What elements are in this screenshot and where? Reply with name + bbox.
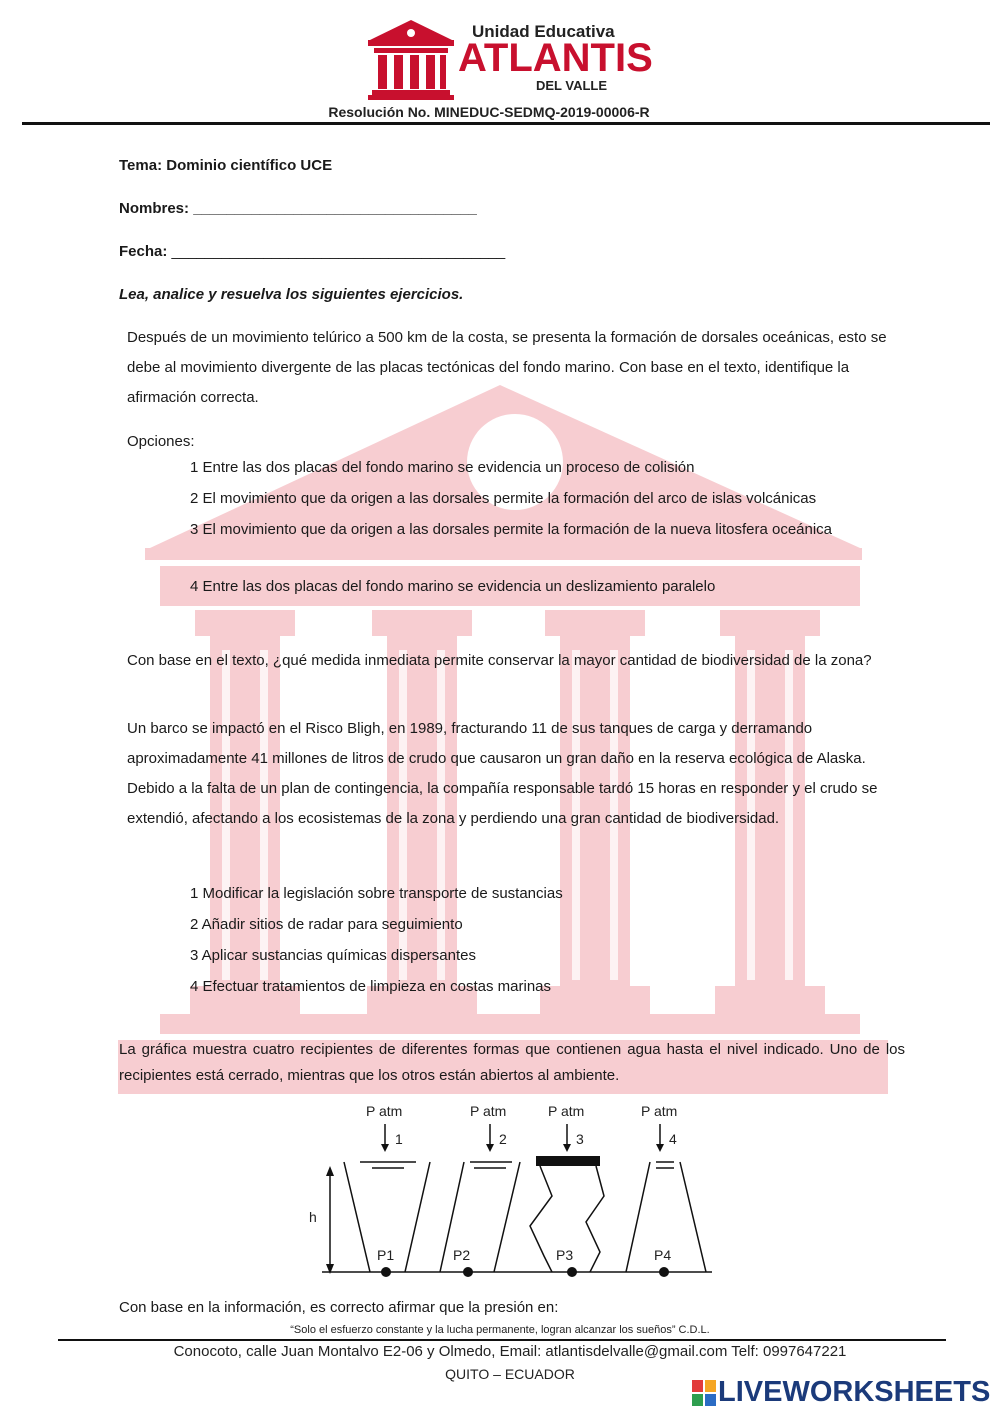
q3-closing: Con base en la información, es correcto afirmar que la presión en: — [119, 1299, 559, 1316]
q2-question: Con base en el texto, ¿qué medida inmediata permite conservar la mayor cantidad de biodiversidad de la zona? — [127, 652, 872, 669]
q1-option-3[interactable]: 3 El movimiento que da origen a las dorsales permite la formación de la nueva litosfera oceánica — [190, 521, 833, 538]
q2-text: Un barco se impactó en el Risco Bligh, en 1989, fracturando 11 de sus tanques de carga y derramando aproximadamente 41 millones de litros de crudo que causaron un gran daño en la reserva ecológica de Alaska. Debido a la falta de un plan de contingencia, la compañía responsable tardó 15 horas en responder y el crudo se extendió, afectando a los ecosistemas de la zona y perdiendo una gran cantidad de biodiversidad. — [127, 720, 878, 827]
school-logo-icon — [368, 18, 454, 100]
point-label-p1: P1 — [377, 1247, 395, 1263]
q1-option-2[interactable]: 2 El movimiento que da origen a las dorsales permite la formación del arco de islas volcánicas — [190, 490, 817, 507]
patm-label-3: P atm — [548, 1103, 585, 1119]
instructions: Lea, analice y resuelva los siguientes ejercicios. — [119, 286, 464, 303]
names-label: Nombres: — [119, 200, 194, 217]
point-label-p3: P3 — [556, 1247, 574, 1263]
patm-label-4: P atm — [641, 1103, 678, 1119]
container-number-1: 1 — [395, 1131, 403, 1147]
names-blank[interactable]: __________________________________ — [193, 200, 477, 217]
footer-address: Conocoto, calle Juan Montalvo E2-06 y Olmedo, Email: atlantisdelvalle@gmail.com Telf: 0997647221 — [173, 1343, 847, 1360]
logo-text-unidad: Unidad Educativa — [472, 22, 615, 41]
q3-text: La gráfica muestra cuatro recipientes de diferentes formas que contienen agua hasta el nivel indicado. Uno de los recipientes está cerrado, mientras que los otros están abiertos al ambiente. — [119, 1041, 905, 1084]
container-number-4: 4 — [669, 1131, 677, 1147]
height-label: h — [309, 1209, 317, 1225]
q1-text: Después de un movimiento telúrico a 500 km de la costa, se presenta la formación de dorsales oceánicas, esto se debe al movimiento divergente de las placas tectónicas del fondo marino. Con base en el texto, identifique la afirmación correcta. — [127, 329, 887, 406]
footer-quote: “Solo el esfuerzo constante y la lucha permanente, logran alcanzar los sueños” C.D.L. — [290, 1324, 710, 1336]
logo-text-atlantis: ATLANTIS — [458, 36, 653, 80]
date-field[interactable] — [119, 243, 505, 260]
footer-divider — [58, 1339, 946, 1341]
date-blank[interactable]: ________________________________________ — [171, 243, 506, 260]
q1-option-4[interactable]: 4 Entre las dos placas del fondo marino se evidencia un deslizamiento paralelo — [190, 578, 716, 595]
pressure-containers-diagram — [300, 1098, 720, 1283]
q2-option-3[interactable]: 3 Aplicar sustancias químicas dispersantes — [190, 947, 476, 964]
q2-option-4[interactable]: 4 Efectuar tratamientos de limpieza en costas marinas — [190, 978, 552, 995]
logo-text-del-valle: DEL VALLE — [536, 78, 608, 93]
resolution-number: Resolución No. MINEDUC-SEDMQ-2019-00006-R — [328, 104, 650, 120]
q2-option-2[interactable]: 2 Añadir sitios de radar para seguimiento — [190, 916, 463, 933]
footer-city: QUITO – ECUADOR — [445, 1366, 575, 1382]
header-divider — [22, 122, 990, 125]
patm-label-1: P atm — [366, 1103, 403, 1119]
liveworksheets-logo-icon — [692, 1380, 716, 1406]
q1-option-1[interactable]: 1 Entre las dos placas del fondo marino se evidencia un proceso de colisión — [190, 459, 695, 476]
container-number-2: 2 — [499, 1131, 507, 1147]
q1-options-label: Opciones: — [127, 433, 195, 450]
patm-label-2: P atm — [470, 1103, 507, 1119]
point-label-p4: P4 — [654, 1247, 672, 1263]
topic-heading: Tema: Dominio científico UCE — [119, 157, 333, 174]
names-field[interactable] — [119, 200, 477, 217]
container-number-3: 3 — [576, 1131, 584, 1147]
point-label-p2: P2 — [453, 1247, 471, 1263]
date-label: Fecha: — [119, 243, 172, 260]
q2-option-1[interactable]: 1 Modificar la legislación sobre transporte de sustancias — [190, 885, 563, 902]
liveworksheets-brand[interactable]: LIVEWORKSHEETS — [718, 1376, 991, 1408]
